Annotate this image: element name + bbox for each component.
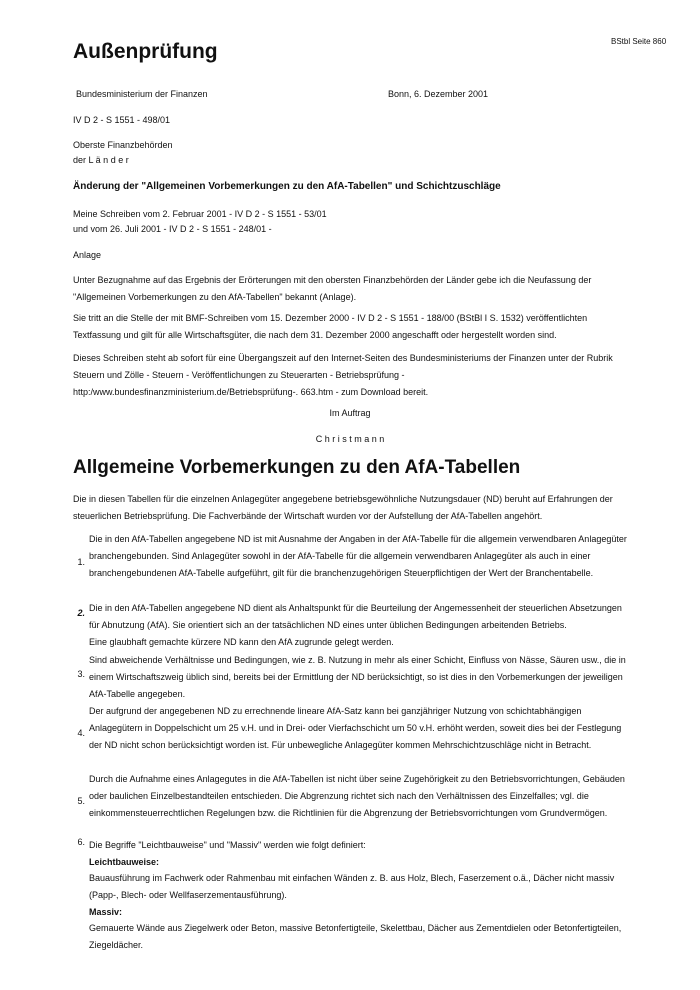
list-item-text: Durch die Aufnahme eines Anlagegutes in die AfA-Tabellen ist nicht über seine Zugehörigkeit zu den Betriebsvorrichtungen, Gebäuden oder baulichen Einzelbestandteilen entschieden. Die Abgrenzung richtet sich nach den Verhältnissen des Einzelfalles; vgl. die einkommensteuerrechtlichen Regelungen bzw. die Richtlinien für die Abgrenzung der Betriebsvorrichtungen vom Grundvermögen. (89, 774, 625, 818)
file-reference: IV D 2 - S 1551 - 498/01 (73, 115, 171, 125)
list-item-text: Die in den AfA-Tabellen angegebene ND dient als Anhaltspunkt für die Beurteilung der Angemessenheit der steuerlichen Absetzungen für Abnutzung (AfA). Sie orientiert sich an der tatsächlichen ND eines unter üblichen Bedingungen arbeitenden Betriebs. (89, 603, 622, 630)
sender: Bundesministerium der Finanzen (76, 89, 208, 99)
list-item-number: 4. (77, 728, 85, 738)
definition-text-leichtbauweise: Bauausführung im Fachwerk oder Rahmenbau mit einfachen Wänden z. B. aus Holz, Blech, Faserzement o.ä., Dächer nicht massiv (Papp-, Blech- oder Wellfaserzementausführung). (89, 873, 615, 900)
section-intro: Die in diesen Tabellen für die einzelnen Anlagegüter angegebene betriebsgewöhnliche Nutzungsdauer (ND) beruht auf Erfahrungen der steuerlichen Betriebsprüfung. Die Fachverbände der Wirtschaft wurden vor der Aufstellung der AfA-Tabellen angehört. (73, 494, 613, 521)
section-title: Allgemeine Vorbemerkungen zu den AfA-Tabellen (73, 457, 521, 478)
list-item-text: Die Begriffe "Leichtbauweise" und "Massiv" werden wie folgt definiert: (89, 840, 366, 850)
definition-text-massiv: Gemauerte Wände aus Ziegelwerk oder Beton, massive Betonfertigteile, Skelettbau, Dächer aus Zementdielen oder Betonfertigteilen, Ziegeldächer. (89, 923, 622, 950)
list-item-text: Die in den AfA-Tabellen angegebene ND ist mit Ausnahme der Angaben in der AfA-Tabelle für die allgemein verwendbaren Anlagegüter branchengebunden. Sind Anlagegüter sowohl in der AfA-Tabelle für die allgemein verwendbaren Anlagegüter als auch in einer branchengebundenen AfA-Tabelle aufgeführt, gilt für die branchenzugehörigen Steuerpflichtigen der Wert der Branchentabelle. (89, 534, 627, 578)
place-date: Bonn, 6. Dezember 2001 (388, 89, 489, 99)
letter-paragraph-2: Sie tritt an die Stelle der mit BMF-Schreiben vom 15. Dezember 2000 - IV D 2 - S 1551 - 188/00 (BStBl I S. 1532) veröffentlichten Textfassung und gilt für alle Wirtschaftsgüter, die nach dem 31. Dezember 2000 angeschafft oder hergestellt worden sind. (73, 313, 588, 340)
page-reference: BStbl Seite 860 (611, 37, 667, 46)
list-item-text: Der aufgrund der angegebenen ND zu errechnende lineare AfA-Satz kann bei ganzjähriger Nutzung von schichtabhängigen Anlagegütern in Doppelschicht um 25 v.H. und in Drei- oder Vierfachschicht um 50 v.H. erhöht werden, soweit dies bei der Festlegung der ND nicht schon berücksichtigt worden ist. Für unbewegliche Anlagegüter kommen Mehrschichtzuschläge nicht in Betracht. (89, 706, 622, 750)
signature: C h r i s t m a n n (315, 434, 385, 444)
attachment-label: Anlage (73, 250, 102, 260)
list-item-number: 2. (77, 608, 85, 618)
page-title: Außenprüfung (73, 40, 218, 63)
letter-paragraph-1: Unter Bezugnahme auf das Ergebnis der Erörterungen mit den obersten Finanzbehörden der Länder gebe ich die Neufassung der "Allgemeinen Vorbemerkungen zu den AfA-Tabellen" bekannt (Anlage). (73, 275, 592, 302)
closing: Im Auftrag (329, 408, 371, 418)
definition-label-leichtbauweise: Leichtbauweise: (89, 857, 160, 867)
definition-label-massiv: Massiv: (89, 907, 123, 917)
letter-subject: Änderung der "Allgemeinen Vorbemerkungen zu den AfA-Tabellen" und Schichtzuschläge (73, 181, 501, 192)
list-item-text: Sind abweichende Verhältnisse und Bedingungen, wie z. B. Nutzung in mehr als einer Schicht, Einfluss von Nässe, Säuren usw., die in einem Wirtschaftszweig üblich sind, bereits bei der Ermittlung der ND berücksichtigt, so ist dies in den Vorbemerkungen der jeweiligen AfA-Tabelle angegeben. (89, 655, 626, 699)
reference-line-1: Meine Schreiben vom 2. Februar 2001 - IV D 2 - S 1551 - 53/01 (73, 209, 327, 219)
reference-line-2: und vom 26. Juli 2001 - IV D 2 - S 1551 - 248/01 - (73, 224, 272, 234)
recipient-line-2: der L ä n d e r (73, 155, 129, 165)
list-item-number: 1. (77, 557, 85, 567)
letter-paragraph-3: Dieses Schreiben steht ab sofort für eine Übergangszeit auf den Internet-Seiten des Bundesministeriums der Finanzen unter der Rubrik Steuern und Zölle - Steuern - Veröffentlichungen zu Steuerarten - Betriebsprüfung - http:/www.bundesfinanzministerium.de/Betriebsprüfung-. 663.htm - zum Download bereit. (73, 353, 613, 397)
list-item-number: 3. (77, 669, 85, 679)
list-item-number: 5. (77, 796, 85, 806)
recipient-line-1: Oberste Finanzbehörden (73, 140, 173, 150)
list-item-extra-text: Eine glaubhaft gemachte kürzere ND kann den AfA zugrunde gelegt werden. (89, 637, 394, 647)
list-item-number: 6. (77, 837, 85, 847)
